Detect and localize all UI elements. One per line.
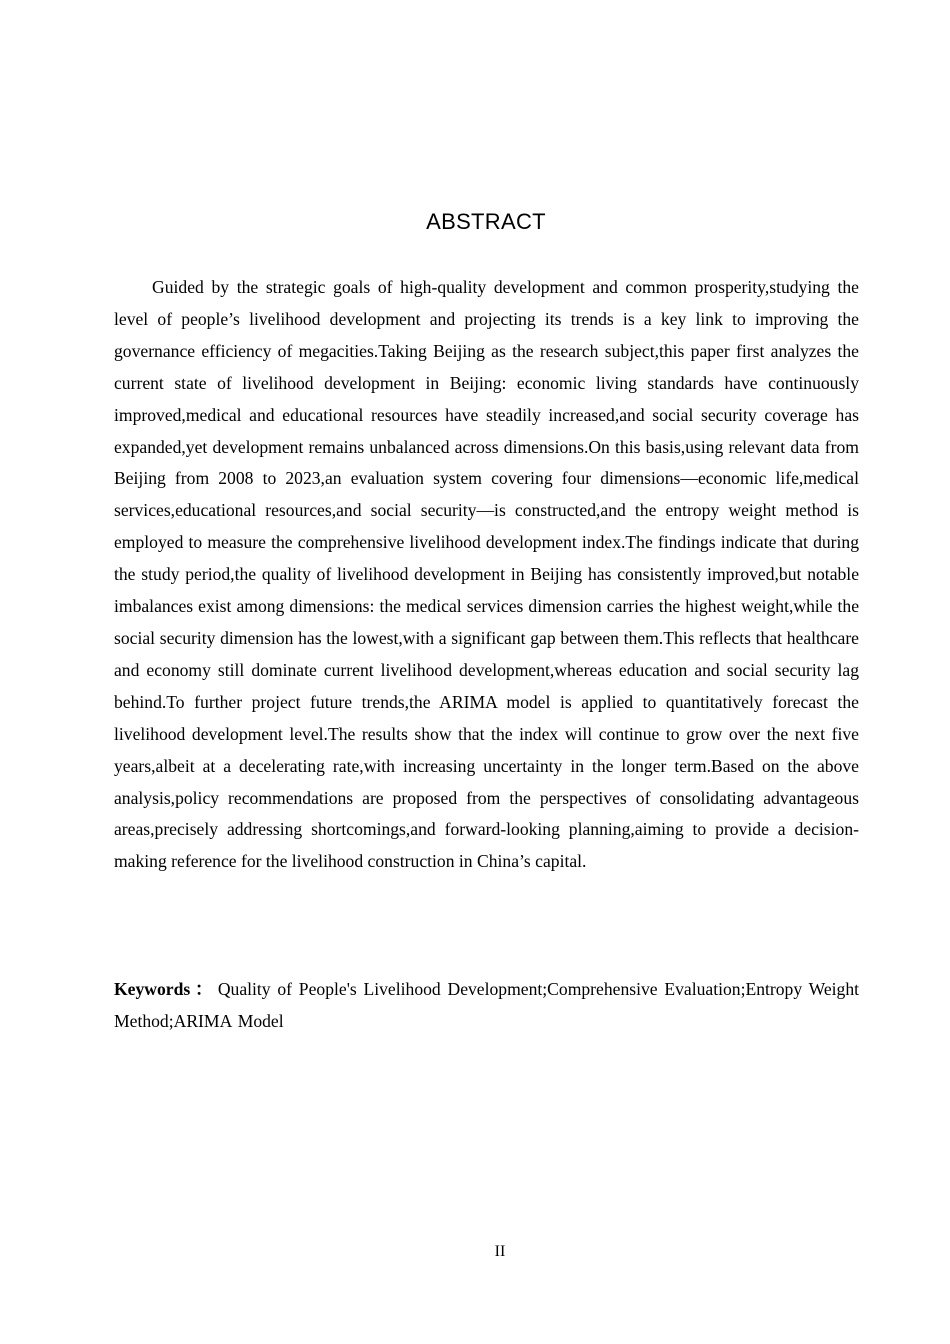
keywords-value: Quality of People's Livelihood Development;Comprehensive Evaluation;Entropy Weight Method;ARIMA Model bbox=[114, 979, 859, 1031]
page-number: II bbox=[494, 1243, 506, 1260]
abstract-title: ABSTRACT bbox=[426, 209, 546, 234]
keywords-label: Keywords ： bbox=[114, 979, 214, 999]
abstract-body: Guided by the strategic goals of high-quality development and common prosperity,studying the level of people’s livelihood development and projecting its trends is a key link to improving the governance efficiency of megacities.Taking Beijing as the research subject,this paper first analyzes the current state of livelihood development in Beijing: economic living standards have continuously improved,medical and educational resources have steadily increased,and social security coverage has expanded,yet development remains unbalanced across dimensions.On this basis,using relevant data from Beijing from 2008 to 2023,an evaluation system covering four dimensions—economic life,medical services,educational resources,and social security—is constructed,and the entropy weight method is employed to measure the comprehensive livelihood development index.The findings indicate that during the study period,the quality of livelihood development in Beijing has consistently improved,but notable imbalances exist among dimensions: the medical services dimension carries the highest weight,while the social security dimension has the lowest,with a significant gap between them.This reflects that healthcare and economy still dominate current livelihood development,whereas education and social security lag behind.To further project future trends,the ARIMA model is applied to quantitatively forecast the livelihood development level.The results show that the index will continue to grow over the next five years,albeit at a decelerating rate,with increasing uncertainty in the longer term.Based on the above analysis,policy recommendations are proposed from the perspectives of consolidating advantageous areas,precisely addressing shortcomings,and forward-looking planning,aiming to provide a decision-making reference for the livelihood construction in China’s capital. bbox=[114, 277, 859, 872]
keywords-paragraph bbox=[114, 974, 859, 1038]
